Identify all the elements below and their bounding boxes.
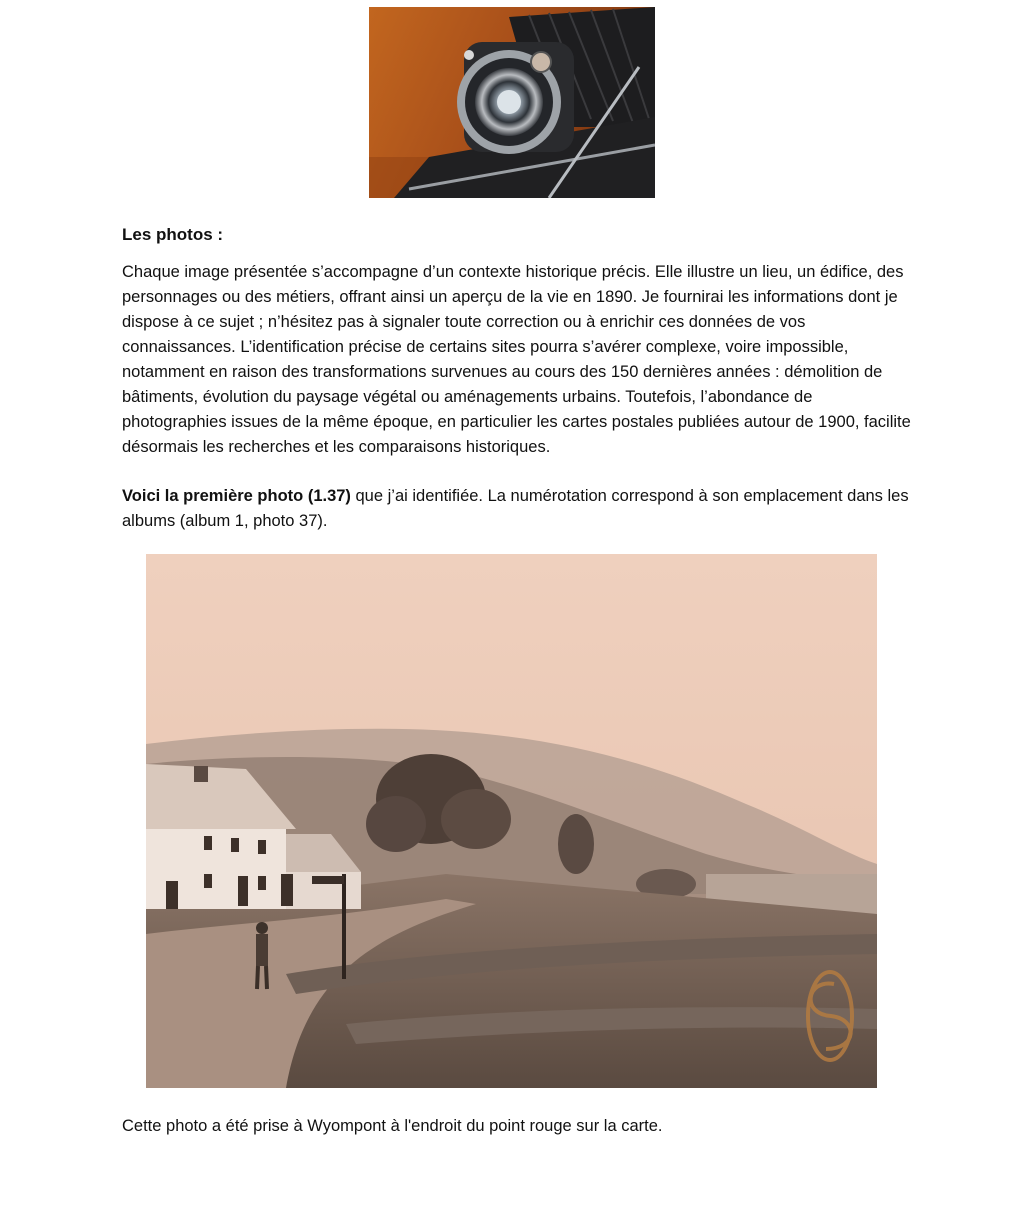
photo-caption: Cette photo a été prise à Wyompont à l'endroit du point rouge sur la carte. [122, 1117, 663, 1135]
first-photo-lead: Voici la première photo (1.37) [122, 487, 351, 505]
section-heading: Les photos : [122, 225, 224, 244]
intro-paragraph: Chaque image présentée s’accompagne d’un contexte historique précis. Elle illustre un lieu, un édifice, des personnages ou des métiers, offrant ainsi un aperçu de la vie en 1890. Je fournirai les informations dont je dispose à ce sujet ; n’hésitez pas à signaler toute correction ou à enrichir ces données de vos connaissances. L’identification précise de certains sites pourra s’avérer complexe, voire impossible, notamment en raison des transformations survenues au cours des 150 dernières années : démolition de bâtiments, évolution du paysage végétal ou aménagements urbains. Toutefois, l’abondance de photographies issues de la même époque, en particulier les cartes postales publiées autour de 1900, facilite désormais les recherches et les comparaisons historiques. [122, 263, 911, 456]
landscape-photo [146, 554, 877, 1088]
first-photo-paragraph [122, 484, 912, 534]
camera-photo [369, 7, 655, 198]
first-photo-text: que j’ai identifiée. La numérotation correspond à son emplacement dans les albums (album 1, photo 37). [122, 487, 909, 530]
